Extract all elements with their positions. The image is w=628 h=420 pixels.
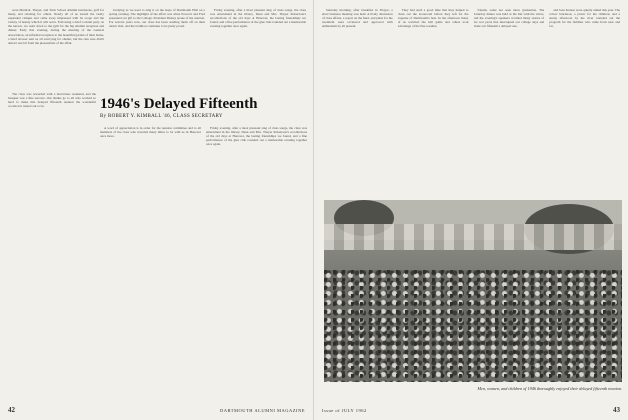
text-column <box>206 126 307 388</box>
page-number: 43 <box>613 406 620 414</box>
issue-label: Issue of JULY 1962 <box>322 408 367 413</box>
left-page-columns-bottom <box>100 126 307 388</box>
text-column <box>322 8 393 194</box>
left-page-footer <box>8 406 305 414</box>
text-column <box>549 8 620 194</box>
article-headline: 1946's Delayed Fifteenth <box>100 96 258 112</box>
right-page-footer <box>322 406 620 414</box>
paragraph: Friday evening, after a most pleasant sing of class songs, the class was entertained in the library. Dean and Mrs. Thayer Robertson's recollections of the old days at Hanover, the lasting friendships we found, and a fine performance of the glee club rounded out a memorable evening together once again. <box>206 126 307 147</box>
photo-crowd <box>324 270 622 382</box>
text-column <box>474 8 545 194</box>
text-column <box>8 8 104 92</box>
article-byline: By ROBERT Y. KIMBALL '46, CLASS SECRETARY <box>100 114 223 119</box>
page-number: 42 <box>8 406 15 414</box>
paragraph: and Jean Krause were quietly added this year. The wives' luncheon, a picnic for the children, and a sunny afternoon by the river rounded out the program for the families who came from near and far. <box>549 8 620 29</box>
reunion-photo <box>324 200 622 382</box>
left-page-columns-top <box>8 8 306 92</box>
paragraph: The class was rewarded with a marvelous weekend, and the banquet was a fine success. Our thanks go to all who worked so hard to make this delayed fifteenth reunion the wonderful occasion it turned out to be. <box>8 92 96 109</box>
paragraph: were Medical, Thayer, and Tuck School Alumni luncheons, golf for many, and relaxing for others. Nearly all of us toured the vastly expanded campus and came away impressed with its scope and the variety of beauty which it will serve. Following a brief cocktail party on the terrace, we went down to the gym for the big Alumni reception and dinner. Early that evening, during the meeting of the General Association, an informal reception to the beautiful garden of their home, a brief shower sent us all scurrying for shelter, but the rain sure didn't detract one bit from the pleasantries of the affair. <box>8 8 104 45</box>
photo-caption: Men, women, and children of 1946 thoroughly enjoyed their delayed fifteenth reunion. <box>477 386 622 391</box>
paragraph: They had such a good time that they helped to clean out the storeroom before they left for the expense of Dartmouth's best. In the afternoon many of us watched the ball game and others took advantage of the fine weather. <box>397 8 469 29</box>
paragraph: Friday evening, after a most pleasant sing of class songs, the class was entertained in the library. Dean and Mrs. Thayer Robertson's recollections of the old days at Hanover, the lasting friendships we found, and a fine performance of the glee club rounded out a memorable evening together once again. <box>210 8 306 29</box>
paragraph: friends, some not seen since graduation. The Saturday dinner was held at the Inn with the wives, and the evening's speakers recalled many stories of the war years that interrupted our college days and made our fifteenth a delayed one. <box>473 8 545 29</box>
right-page-columns <box>322 8 620 194</box>
paragraph: A word of appreciation is in order for the reunion committee and to all members of the class who traveled many miles to be with us in Hanover once more. <box>100 126 201 139</box>
text-column <box>100 126 201 388</box>
text-column <box>210 8 306 92</box>
left-page-first-column <box>8 92 96 388</box>
right-page <box>314 0 628 420</box>
paragraph: Saturday morning, after breakfast in Thayer, a short business meeting was held. A lively discussion of class affairs, a report on the fund, and plans for the twentieth were reviewed and approved with enthusiasm by all present. <box>322 8 393 29</box>
paragraph: Undying as we used to sing it on the steps of Dartmouth Hall on a spring evening. The highlight of the affair was when Prescott and Fred presented our gift to the College. President Dickey spoke of the reunion. For several years now, our class has been sending them off on their return visit, and the tradition continues to be justly proud. <box>109 8 205 29</box>
text-column <box>109 8 205 92</box>
text-column <box>398 8 469 194</box>
text-column <box>8 92 96 388</box>
magazine-name: DARTMOUTH ALUMNI MAGAZINE <box>220 408 305 413</box>
photo-tent <box>324 224 622 250</box>
